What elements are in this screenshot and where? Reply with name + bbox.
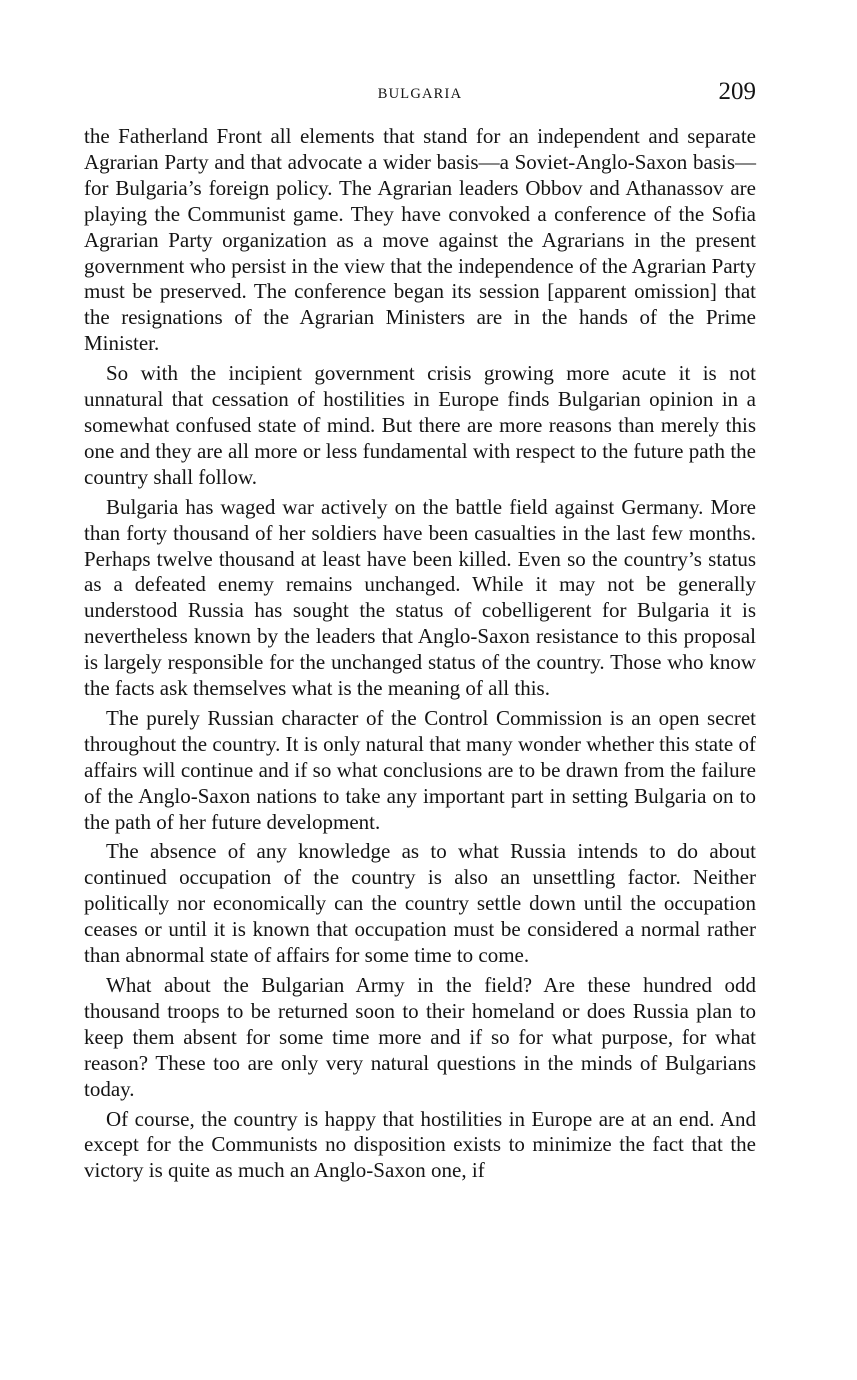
running-title: BULGARIA: [377, 86, 463, 102]
paragraph: The absence of any knowledge as to what Russia intends to do about continued occupation of the country is also an unsettling factor. Neither politically nor economically can the country settle down until the occupation ceases or until it is known that occupation must be considered a normal rather than abnormal state of affairs for some time to come.: [84, 839, 756, 968]
paragraph: Bulgaria has waged war actively on the battle field against Germany. More than forty thousand of her soldiers have been casualties in the last few months. Perhaps twelve thousand at least have been killed. Even so the country’s status as a defeated enemy remains unchanged. While it may not be generally understood Russia has sought the status of cobelligerent for Bulgaria it is nevertheless known by the leaders that Anglo-Saxon resistance to this proposal is largely responsible for the unchanged status of the country. Those who know the facts ask themselves what is the meaning of all this.: [84, 494, 756, 701]
body-text: [84, 124, 756, 1188]
page-number: 209: [718, 78, 756, 105]
paragraph: Of course, the country is happy that hostilities in Europe are at an end. And except for the Communists no disposition exists to minimize the fact that the victory is quite as much an Anglo-Saxon one, if: [84, 1106, 756, 1183]
running-head: [84, 76, 756, 112]
paragraph-continued: the Fatherland Front all elements that stand for an independent and separate Agrarian Party and that advocate a wider basis—a Soviet-Anglo-Saxon basis—for Bulgaria’s foreign policy. The Agrarian leaders Obbov and Athanassov are playing the Communist game. They have convoked a conference of the Sofia Agrarian Party organization as a move against the Agrarians in the present government who persist in the view that the independence of the Agrarian Party must be preserved. The conference began its session [apparent omission] that the resignations of the Agrarian Ministers are in the hands of the Prime Minister.: [84, 124, 756, 356]
paragraph: The purely Russian character of the Control Commission is an open secret throughout the country. It is only natural that many wonder whether this state of affairs will continue and if so what conclusions are to be drawn from the failure of the Anglo-Saxon nations to take any important part in setting Bulgaria on to the path of her future development.: [84, 705, 756, 834]
paragraph: So with the incipient government crisis growing more acute it is not unnatural that cessation of hostilities in Europe finds Bulgarian opinion in a somewhat confused state of mind. But there are more reasons than merely this one and they are all more or less fundamental with respect to the future path the country shall follow.: [84, 361, 756, 489]
paragraph: What about the Bulgarian Army in the field? Are these hundred odd thousand troops to be returned soon to their homeland or does Russia plan to keep them absent for some time more and if so for what purpose, for what reason? These too are only very natural questions in the minds of Bulgarians today.: [84, 973, 756, 1101]
